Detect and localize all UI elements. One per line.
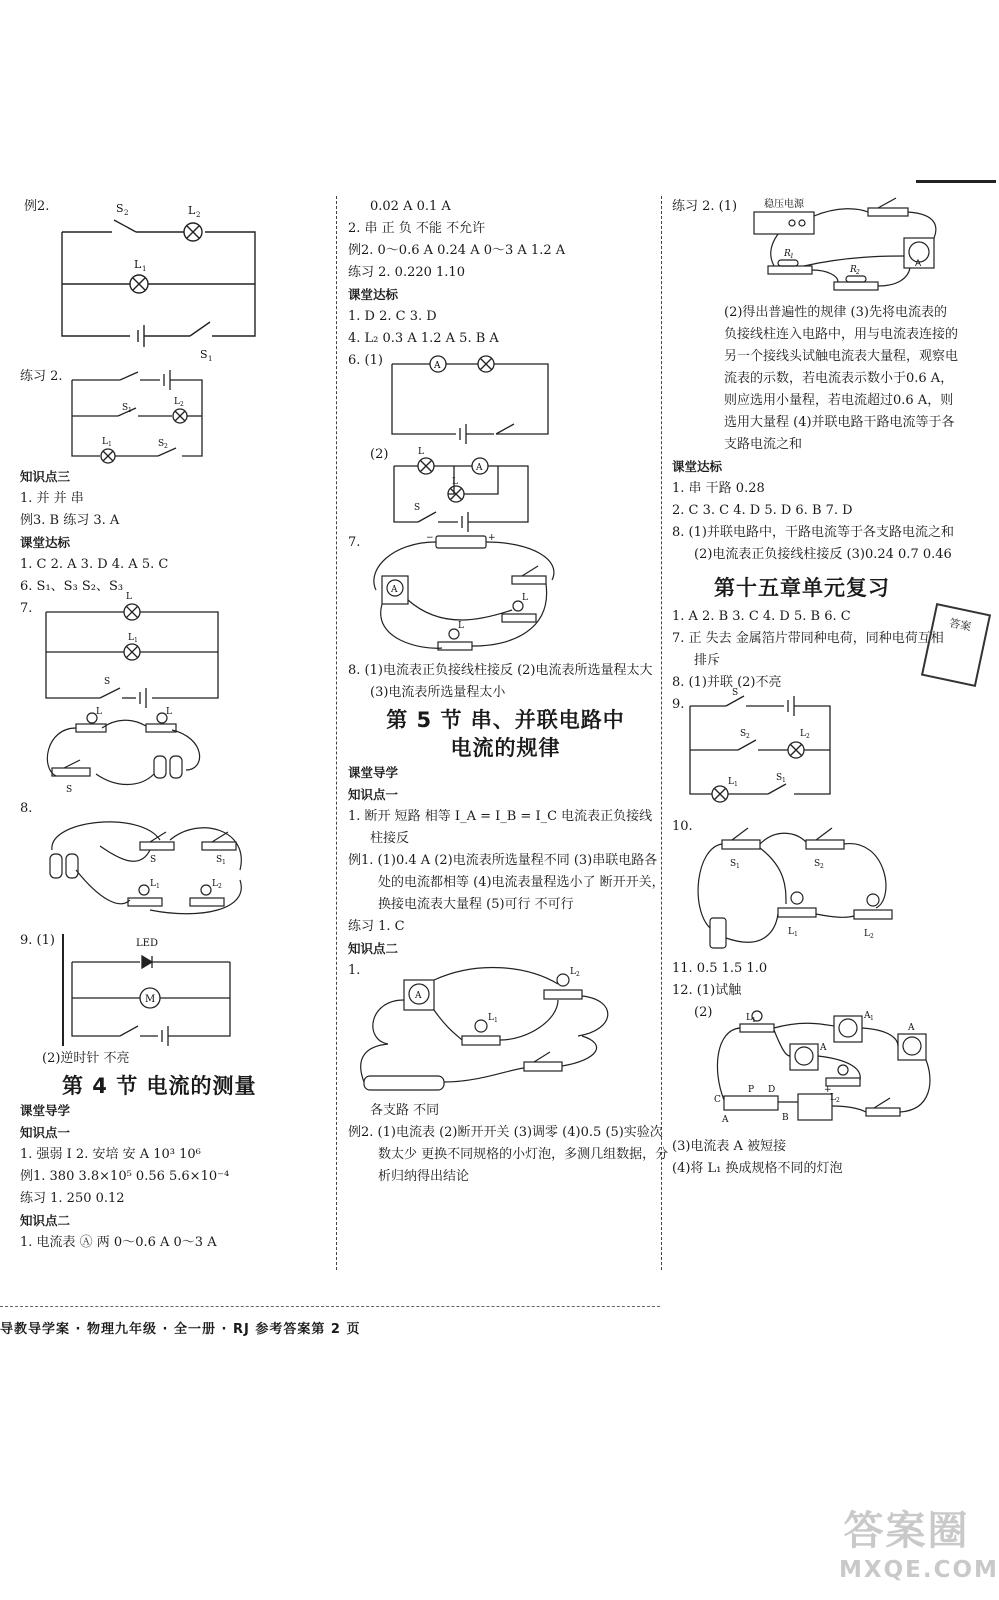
svg-text:L: L [134,258,142,271]
answer-line: 例3. B 练习 3. A [20,513,120,528]
circuit-diagram-q7 [40,592,240,708]
physical-circuit-q7 [36,708,216,798]
svg-text:L: L [728,777,734,787]
svg-text:2: 2 [806,733,810,740]
svg-text:L: L [102,437,108,447]
answer-line: 例2. 0～0.6 A 0.24 A 0～3 A 1.2 A [348,243,566,258]
class-standard-heading: 课堂达标 [672,459,723,474]
answer-line: 练习 2. 0.220 1.10 [348,265,465,280]
svg-text:S: S [740,729,747,739]
knowledge-point-1-heading: 知识点一 [348,787,399,802]
answer-line: 12. (1)试触 [672,983,742,998]
class-guide-heading: 课堂导学 [348,765,399,780]
watermark-url: MXQE.COM [839,1557,999,1583]
physical-circuit-q12 [702,1010,942,1130]
svg-text:L: L [800,729,806,739]
svg-text:1: 1 [222,859,226,866]
answer-line: 2. C 3. C 4. D 5. D 6. B 7. D [672,503,853,518]
answer-line: 例1. 380 3.8×10⁵ 0.56 5.6×10⁻⁴ [20,1169,230,1184]
knowledge-point-2-heading: 知识点二 [20,1213,71,1228]
svg-text:L: L [746,1013,752,1023]
physical-circuit-q10 [686,818,906,958]
question-10-label: 10. [672,819,693,834]
svg-text:S: S [414,503,421,513]
answer-paragraph: (2)得出普遍性的规律 (3)先将电流表的负接线柱连入电路中，用与电流表连接的另一个接线头试触电流表大量程，观察电流表的示数，若电流表示数小于0.6 A，则应选用小量程，若电流超过0.6 A，则选用大量程 (4)并联电路干路电流等于各支路电流之和 [724,305,959,452]
physical-circuit-q7 [362,530,582,660]
svg-text:S: S [730,859,737,869]
corner-stamp: 答案 [921,603,991,687]
answer-line: (4)将 L₁ 换成规格不同的灯泡 [672,1161,843,1176]
svg-text:S: S [122,403,129,413]
svg-text:L: L [452,477,458,487]
svg-text:L: L [570,967,576,977]
answer-line: (3)电流表 A 被短接 [672,1139,787,1154]
class-standard-heading: 课堂达标 [348,287,399,302]
svg-text:C: C [714,1095,721,1105]
footer-rule [0,1306,660,1307]
svg-text:L: L [96,707,102,717]
svg-text:S: S [66,785,73,795]
svg-text:1: 1 [752,1017,756,1024]
answer-line: 练习 1. 250 0.12 [20,1191,125,1206]
svg-text:L: L [830,1093,836,1103]
class-standard-heading: 课堂达标 [20,535,71,550]
answer-paragraph: 8. (1)并联电路中，干路电流等于各支路电流之和 (2)电流表正负接线柱接反 (3)0.24 0.7 0.46 [672,525,954,562]
svg-text:D: D [768,1085,776,1095]
answer-line: 1. C 2. A 3. D 4. A 5. C [20,557,169,572]
svg-text:2: 2 [820,863,824,870]
svg-text:+: + [488,533,496,543]
practice-2-label: 练习 2. [20,369,63,384]
svg-text:1: 1 [156,883,160,890]
svg-text:L: L [212,879,218,889]
answer-line: (2)逆时针 不亮 [42,1051,130,1066]
knowledge-point-1-heading: 知识点一 [20,1125,71,1140]
svg-text:L: L [458,621,464,631]
answer-paragraph: 8. (1)电流表正负接线柱接反 (2)电流表所选量程太大 (3)电流表所选量程太小 [348,663,653,700]
svg-text:A: A [434,361,441,371]
svg-text:2: 2 [836,1097,840,1104]
question-6-2-label: (2) [370,447,389,462]
question-9-label: 9. (1) [20,933,55,948]
svg-text:2: 2 [218,883,222,890]
svg-text:L: L [174,397,180,407]
page-footer: 导教导学案 · 物理九年级 · 全一册 · RJ 参考答案第 2 页 [0,1322,361,1337]
answer-line: 1. D 2. C 3. D [348,309,437,324]
answer-line: 练习 1. C [348,919,405,934]
svg-text:A: A [476,463,483,473]
svg-text:稳压电源: 稳压电源 [764,199,804,210]
svg-text:S: S [150,855,157,865]
svg-text:L: L [166,707,172,717]
watermark-logo-text: 答案圈 [843,1508,970,1554]
answer-line: 8. (1)并联 (2)不亮 [672,675,782,690]
question-1-label: 1. [348,963,361,978]
svg-text:R: R [784,249,791,259]
svg-text:A: A [908,1023,915,1033]
svg-text:R: R [850,265,857,275]
svg-text:2: 2 [576,971,580,978]
watermark [839,1505,999,1590]
question-7-label: 7. [20,601,33,616]
svg-text:2: 2 [124,209,129,217]
column-1 [20,196,338,1254]
question-8-label: 8. [20,801,33,816]
svg-text:1: 1 [134,637,138,644]
column-2 [348,196,669,1188]
svg-text:L: L [522,593,528,603]
svg-text:L: L [128,633,134,643]
svg-text:2: 2 [180,401,184,408]
svg-text:L: L [150,879,156,889]
question-7-label: 7. [348,535,361,550]
svg-text:LED: LED [136,938,158,949]
answer-line: 11. 0.5 1.5 1.0 [672,961,768,976]
svg-text:A: A [722,1115,729,1125]
svg-text:A: A [864,1011,871,1021]
svg-text:2: 2 [746,733,750,740]
answer-paragraph: 例1. (1)0.4 A (2)电流表所选量程不同 (3)串联电路各处的电流都相等 (4)电流表量程选小了 断开开关，换接电流表大量程 (5)可行 不可行 [348,853,665,912]
answer-line: 1. 并 并 串 [20,491,84,506]
answer-paragraph: 例2. (1)电流表 (2)断开开关 (3)调零 (4)0.5 (5)实验次数太少 更换不同规格的小灯泡，多测几组数据，分析归纳得出结论 [348,1125,669,1184]
svg-text:1: 1 [128,407,132,414]
svg-text:1: 1 [790,253,794,260]
knowledge-point-3-heading: 知识点三 [20,469,71,484]
svg-text:L: L [488,1013,494,1023]
svg-text:S: S [104,677,111,687]
answer-line: 6. S₁、S₃ S₂、S₃ [20,579,124,594]
svg-text:S: S [776,773,783,783]
svg-text:A: A [391,585,398,595]
top-rule [916,180,996,183]
answer-paragraph: 7. 正 失去 金属箔片带同种电荷，同种电荷互相排斥 [672,631,944,668]
knowledge-point-2-heading: 知识点二 [348,941,399,956]
svg-text:1: 1 [142,265,147,273]
svg-text:1: 1 [782,777,786,784]
physical-circuit-q1 [358,960,628,1100]
answer-line: (2) [694,1005,713,1020]
svg-text:1: 1 [108,441,112,448]
svg-text:1: 1 [734,781,738,788]
question-9-label: 9. [672,697,685,712]
section-5-title-line-1: 第 5 节 串、并联电路中 [386,708,625,732]
circuit-diagram-q6-1 [378,352,558,444]
svg-text:2: 2 [870,933,874,940]
answer-line: 1. 电流表 Ⓐ 两 0～0.6 A 0～3 A [20,1235,217,1250]
svg-text:1: 1 [736,863,740,870]
svg-text:M: M [145,994,156,1005]
physical-circuit-q8 [40,810,260,930]
question-6-1-label: 6. (1) [348,353,383,368]
answer-line: 1. 强弱 I 2. 安培 安 A 10³ 10⁶ [20,1147,201,1162]
svg-text:L: L [418,447,424,457]
svg-text:2: 2 [164,443,168,450]
svg-text:L: L [788,927,794,937]
svg-text:2: 2 [196,211,201,219]
answer-line: 0.02 A 0.1 A [370,199,451,214]
circuit-diagram-q6-2 [388,446,568,532]
svg-text:B: B [782,1113,789,1123]
circuit-diagram-q9 [684,688,864,806]
svg-text:L: L [188,204,196,217]
svg-text:2: 2 [856,269,860,276]
svg-text:1: 1 [494,1017,498,1024]
svg-text:+: + [824,1085,832,1095]
svg-text:L: L [126,592,132,602]
svg-text:1: 1 [208,355,213,363]
class-guide-heading: 课堂导学 [20,1103,71,1118]
answer-line: 1. 串 干路 0.28 [672,481,765,496]
svg-text:A: A [915,259,922,269]
svg-text:A: A [820,1043,827,1053]
section-5-title-line-2: 电流的规律 [450,736,561,760]
svg-text:A: A [415,991,422,1001]
example-2-label: 例2. [24,199,50,214]
physical-circuit-practice2 [748,198,948,298]
svg-text:S: S [814,859,821,869]
practice-2-label: 练习 2. (1) [672,199,738,214]
answer-line: 2. 串 正 负 不能 不允许 [348,221,486,236]
svg-text:S: S [200,348,208,361]
svg-text:S: S [216,855,223,865]
answer-paragraph: 1. 断开 短路 相等 I_A = I_B = I_C 电流表正负接线柱接反 [348,809,653,846]
answer-line: 4. L₂ 0.3 A 1.2 A 5. B A [348,331,499,346]
column-3 [672,196,972,1180]
chapter-review-title: 第十五章单元复习 [714,576,890,600]
svg-text:S: S [732,688,739,698]
circuit-diagram-q9 [60,932,260,1048]
svg-text:P: P [748,1085,755,1095]
svg-text:1: 1 [794,931,798,938]
svg-text:1: 1 [870,1015,874,1022]
svg-text:−: − [426,533,434,543]
svg-text:S: S [116,202,124,215]
svg-text:L: L [864,929,870,939]
circuit-diagram-practice2 [60,370,260,466]
answer-line: 1. A 2. B 3. C 4. D 5. B 6. C [672,609,851,624]
section-4-title: 第 4 节 电流的测量 [62,1074,257,1098]
circuit-diagram-ex2 [50,196,280,366]
svg-text:S: S [158,439,165,449]
answer-line: 各支路 不同 [370,1103,440,1118]
